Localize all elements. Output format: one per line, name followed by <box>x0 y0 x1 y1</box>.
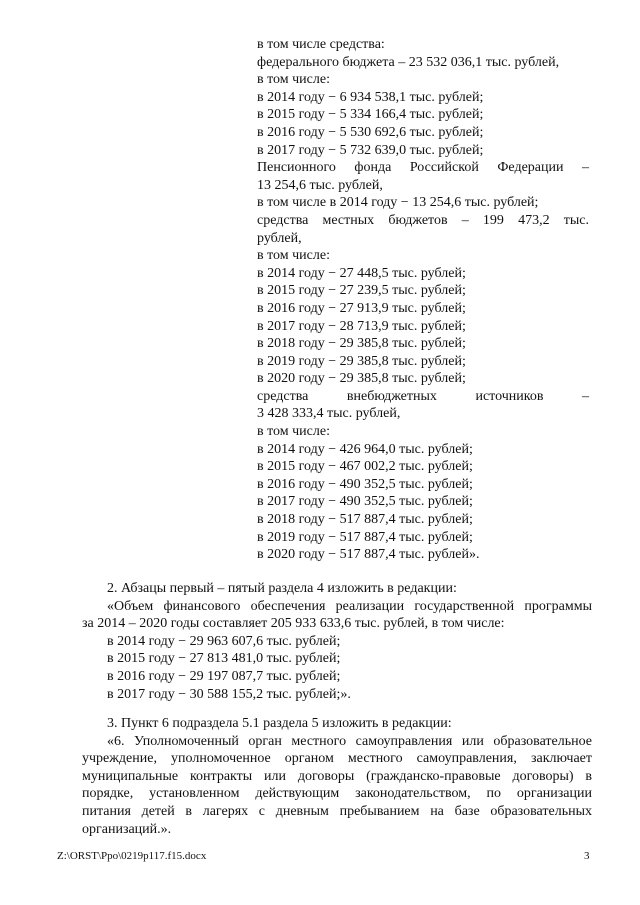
text-line: в 2017 году − 30 588 155,2 тыс. рублей;». <box>107 686 351 702</box>
text-line: в 2017 году − 28 713,9 тыс. рублей; <box>257 318 466 334</box>
text-line: в 2020 году − 517 887,4 тыс. рублей». <box>257 547 480 563</box>
text-line: Пенсионного фонда Российской Федерации – <box>257 160 589 176</box>
text-line: в 2016 году − 5 530 692,6 тыс. рублей; <box>257 124 484 140</box>
text-line: питания детей в лагерях с дневным пребыванием на базе образовательных <box>82 803 592 819</box>
text-line: в том числе в 2014 году − 13 254,6 тыс. рублей; <box>257 195 539 211</box>
section-3-heading: 3. Пункт 6 подраздела 5.1 раздела 5 изложить в редакции: <box>107 716 452 731</box>
text-line: организаций.». <box>82 821 172 837</box>
text-line: в 2019 году − 29 385,8 тыс. рублей; <box>257 353 466 369</box>
text-line: в 2020 году − 29 385,8 тыс. рублей; <box>257 371 466 387</box>
text-line: в 2019 году − 517 887,4 тыс. рублей; <box>257 529 473 545</box>
section-2 <box>82 580 592 703</box>
text-line: в 2016 году − 29 197 087,7 тыс. рублей; <box>107 668 341 684</box>
text-line: в 2016 году − 27 913,9 тыс. рублей; <box>257 300 466 316</box>
text-line: в 2015 году − 27 813 481,0 тыс. рублей; <box>107 651 341 667</box>
text-line: в том числе: <box>257 248 330 264</box>
section-2-heading: 2. Абзацы первый – пятый раздела 4 изложить в редакции: <box>107 581 457 596</box>
text-line: в 2016 году − 490 352,5 тыс. рублей; <box>257 476 473 492</box>
text-line: в том числе средства: <box>257 37 385 52</box>
text-line: федерального бюджета – 23 532 036,1 тыс. рублей, <box>257 54 560 70</box>
text-line: в 2014 году − 6 934 538,1 тыс. рублей; <box>257 89 484 105</box>
text-line: 3 428 333,4 тыс. рублей, <box>257 406 401 422</box>
text-line: в том числе: <box>257 72 330 88</box>
text-line: в 2015 году − 467 002,2 тыс. рублей; <box>257 459 473 475</box>
text-line: в 2014 году − 426 964,0 тыс. рублей; <box>257 441 473 457</box>
text-line: в 2017 году − 5 732 639,0 тыс. рублей; <box>257 142 484 158</box>
text-line: в том числе: <box>257 424 330 440</box>
section-3 <box>82 715 592 838</box>
text-line: за 2014 – 2020 годы составляет 205 933 633,6 тыс. рублей, в том числе: <box>82 616 505 632</box>
text-line: в 2018 году − 29 385,8 тыс. рублей; <box>257 336 466 352</box>
text-line: учреждение, уполномоченное органом местного самоуправления, заключает <box>82 751 592 767</box>
text-line: муниципальные контракты или договоры (гражданско-правовые договоры) в <box>82 768 592 784</box>
text-line: в 2014 году − 29 963 607,6 тыс. рублей; <box>107 633 341 649</box>
page-number: 3 <box>584 850 590 862</box>
text-line: в 2017 году − 490 352,5 тыс. рублей; <box>257 494 473 510</box>
text-line: рублей, <box>257 230 302 246</box>
text-line: в 2015 году − 5 334 166,4 тыс. рублей; <box>257 107 484 123</box>
footer-file-path: Z:\ORST\Ppo\0219p117.f15.docx <box>57 850 207 862</box>
text-line: «Объем финансового обеспечения реализации государственной программы <box>107 598 592 614</box>
text-line: в 2018 году − 517 887,4 тыс. рублей; <box>257 512 473 528</box>
text-line: «6. Уполномоченный орган местного самоуправления или образовательное <box>107 733 592 749</box>
text-line: 13 254,6 тыс. рублей, <box>257 177 383 193</box>
text-line: в 2015 году − 27 239,5 тыс. рублей; <box>257 283 466 299</box>
text-line: в 2014 году − 27 448,5 тыс. рублей; <box>257 265 466 281</box>
funding-sources-block <box>257 36 589 564</box>
text-line: порядке, установленном действующим законодательством, по организации <box>82 786 592 802</box>
text-line: средства внебюджетных источников – <box>257 388 589 404</box>
text-line: средства местных бюджетов – 199 473,2 тыс. <box>257 212 589 228</box>
